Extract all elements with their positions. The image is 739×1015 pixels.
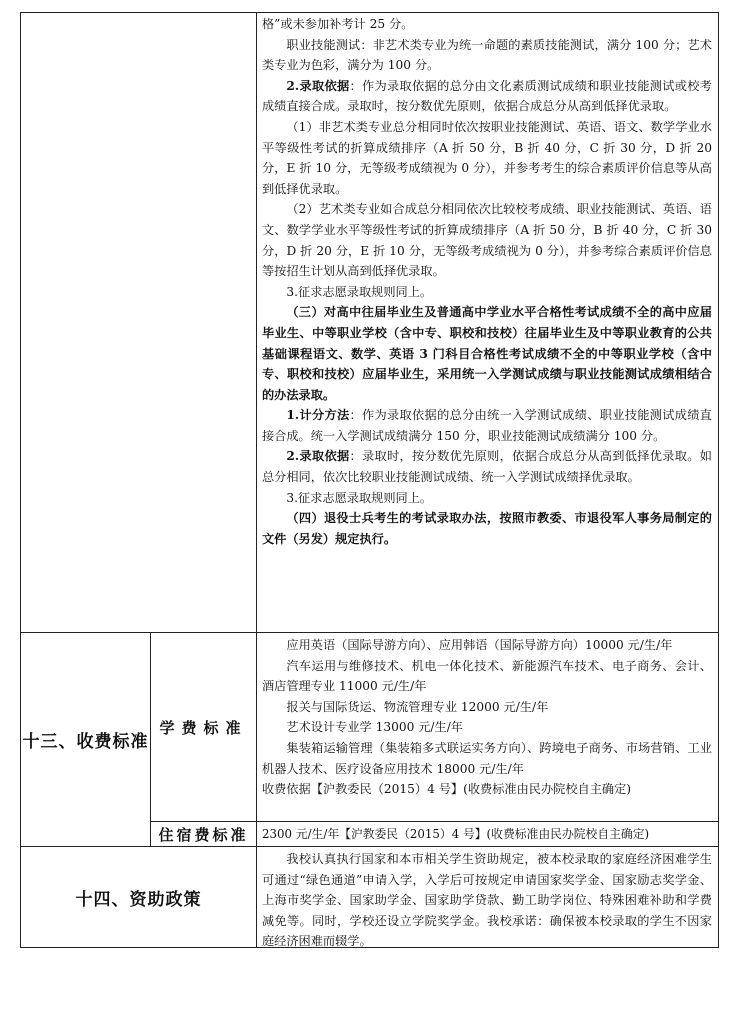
tuition-line: 艺术设计专业学 13000 元/生/年 — [286, 720, 463, 735]
col-divider-main — [256, 13, 257, 948]
fee-standard-label-cell — [21, 633, 150, 846]
tuition-content-cell — [262, 635, 712, 800]
non-art-rule-paragraph: （1）非艺术类专业总分相同时依次按职业技能测试、英语、语文、数学学业水平等级性考试的折算成绩排序（A 折 50 分，B 折 40 分，C 折 30 分，D 折 20 分，E 折 10 分，无等级考成绩视为 0 分），并参考考生的综合素质评价信息等从高到低择优录取。 — [262, 119, 712, 196]
tuition-line: 汽车运用与维修技术、机电一体化技术、新能源汽车技术、电子商务、会计、酒店管理专业 11000 元/生/年 — [262, 658, 712, 694]
aid-policy-title: 十四、资助政策 — [75, 890, 202, 910]
policy-table — [20, 12, 719, 948]
scoring-method-paragraph — [262, 405, 712, 446]
tuition-basis: 收费依据【沪教委民（2015）4 号】(收费标准由民办院校自主确定) — [262, 782, 632, 797]
paragraph-body: ：作为录取依据的总分由统一入学测试成绩、职业技能测试成绩直接合成。统一入学测试成绩满分 150 分，职业技能测试成绩满分 100 分。 — [262, 408, 712, 443]
art-rule-paragraph: （2）艺术类专业如合成总分相同依次比较校考成绩、职业技能测试、英语、语文、数学学业水平等级性考试的折算成绩排序（A 折 50 分，B 折 40 分，C 折 30 分，D 折 20 分，E 折 10 分，无等级考成绩视为 0 分），并参考综合素质评价信息等按招生计划从高到低择优录取。 — [262, 202, 712, 279]
tuition-label-cell — [151, 633, 256, 821]
aid-policy-text: 我校认真执行国家和本市相关学生资助规定，被本校录取的家庭经济困难学生可通过“绿色通道”申请入学，入学后可按规定申请国家奖学金、国家励志奖学金、上海市奖学金、国家助学金、国家助学贷款、勤工助学岗位、特殊困难补助和学费减免等。同时，学校还设立学院奖学金。我校承诺：确保被本校录取的学生不因家庭经济困难而辍学。 — [262, 852, 712, 949]
dorm-fee-text: 2300 元/生/年【沪教委民（2015）4 号】(收费标准由民办院校自主确定) — [262, 827, 650, 841]
admission-basis-paragraph-2 — [262, 446, 712, 487]
tuition-line: 集装箱运输管理（集装箱多式联运实务方向）、跨境电子商务、市场营销、工业机器人技术、医疗设备应用技术 18000 元/生/年 — [262, 740, 712, 776]
section-three-paragraph: （三）对高中往届毕业生及普通高中学业水平合格性考试成绩不全的高中应届毕业生、中等职业学校（含中专、职校和技校）往届毕业生及中等职业教育的公共基础课程语文、数学、英语 3 门科目合格性考试成绩不全的中等职业学校（含中专、职校和技校）应届毕业生，采用统一入学测试成绩与职业技能测试成绩相结合的办法录取。 — [262, 305, 712, 402]
fee-standard-title: 十三、收费标准 — [22, 732, 149, 752]
paragraph-body: ：录取时，按分数优先原则，依据合成总分从高到低择优录取。如总分相同，依次比较职业技能测试成绩、统一入学测试成绩择优录取。 — [262, 449, 712, 485]
section-heading: 2.录取依据 — [286, 449, 350, 464]
dorm-label-cell — [151, 822, 256, 846]
aid-policy-label-cell — [21, 847, 256, 948]
admission-rules-cell — [262, 14, 712, 549]
tuition-line: 报关与国际货运、物流管理专业 12000 元/生/年 — [286, 699, 549, 714]
paragraph-body: ：作为录取依据的总分由文化素质测试成绩和职业技能测试或校考成绩直接合成。录取时，按分数优先原则，依据合成总分从高到低择优录取。 — [262, 78, 712, 114]
skill-test-paragraph: 职业技能测试：非艺术类专业为统一命题的素质技能测试，满分 100 分；艺术类专业为色彩，满分为 100 分。 — [262, 37, 712, 73]
section-heading: 2.录取依据 — [286, 78, 350, 93]
section-heading: 1.计分方法 — [286, 408, 350, 423]
tuition-label: 学费标准 — [159, 718, 248, 737]
dorm-content-cell — [262, 824, 714, 845]
tuition-line: 应用英语（国际导游方向）、应用韩语（国际导游方向）10000 元/生/年 — [286, 638, 673, 652]
dorm-label: 住宿费标准 — [158, 825, 249, 844]
section-four-paragraph: （四）退役士兵考生的考试录取办法，按照市教委、市退役军人事务局制定的文件（另发）规定执行。 — [262, 511, 712, 546]
supplement-rule-paragraph: 3.征求志愿录取规则同上。 — [286, 284, 433, 299]
aid-policy-content-cell — [262, 849, 712, 952]
supplement-rule-paragraph-2: 3.征求志愿录取规则同上。 — [286, 490, 433, 505]
admission-basis-paragraph — [262, 76, 712, 117]
text-line: 格”或未参加补考计 25 分。 — [262, 17, 414, 31]
